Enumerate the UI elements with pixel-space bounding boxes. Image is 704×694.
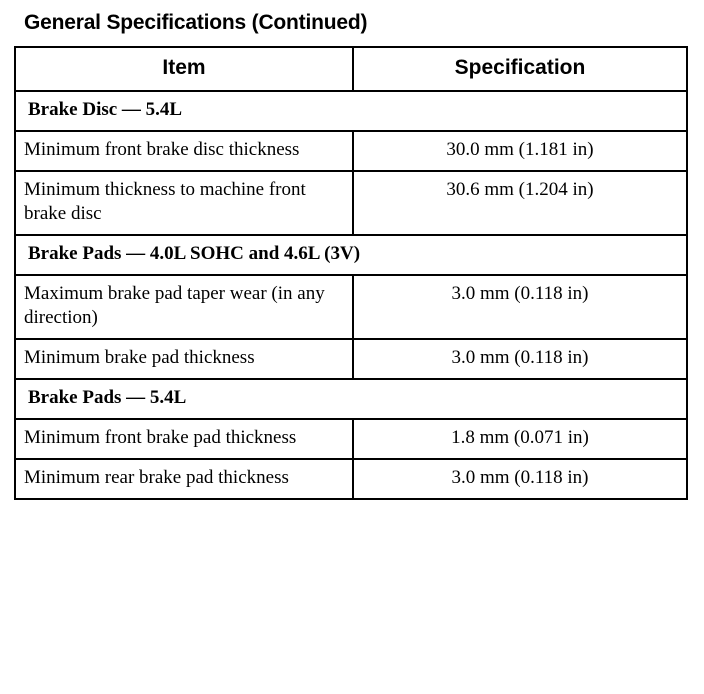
section-label: Brake Pads — 5.4L (15, 379, 687, 419)
table-row (15, 339, 687, 379)
table-row (15, 275, 687, 339)
page-title: General Specifications (Continued) (24, 11, 368, 34)
column-header-specification: Specification (353, 47, 687, 91)
table-row (15, 131, 687, 171)
table-section-row (15, 91, 687, 131)
table-row (15, 419, 687, 459)
table-section-row (15, 235, 687, 275)
row-value: 30.0 mm (1.181 in) (353, 131, 687, 171)
specifications-table (14, 46, 688, 500)
row-value: 3.0 mm (0.118 in) (353, 459, 687, 499)
table-section-row (15, 379, 687, 419)
row-item: Minimum front brake pad thickness (15, 419, 353, 459)
table-row (15, 459, 687, 499)
section-label: Brake Disc — 5.4L (15, 91, 687, 131)
row-item: Maximum brake pad taper wear (in any direction) (15, 275, 353, 339)
column-header-item: Item (15, 47, 353, 91)
row-item: Minimum thickness to machine front brake disc (15, 171, 353, 235)
row-value: 1.8 mm (0.071 in) (353, 419, 687, 459)
table-row (15, 171, 687, 235)
row-value: 3.0 mm (0.118 in) (353, 275, 687, 339)
row-item: Minimum rear brake pad thickness (15, 459, 353, 499)
row-item: Minimum front brake disc thickness (15, 131, 353, 171)
section-label: Brake Pads — 4.0L SOHC and 4.6L (3V) (15, 235, 687, 275)
row-item: Minimum brake pad thickness (15, 339, 353, 379)
table-body (15, 91, 687, 499)
row-value: 3.0 mm (0.118 in) (353, 339, 687, 379)
table-header-row (15, 47, 687, 91)
row-value: 30.6 mm (1.204 in) (353, 171, 687, 235)
